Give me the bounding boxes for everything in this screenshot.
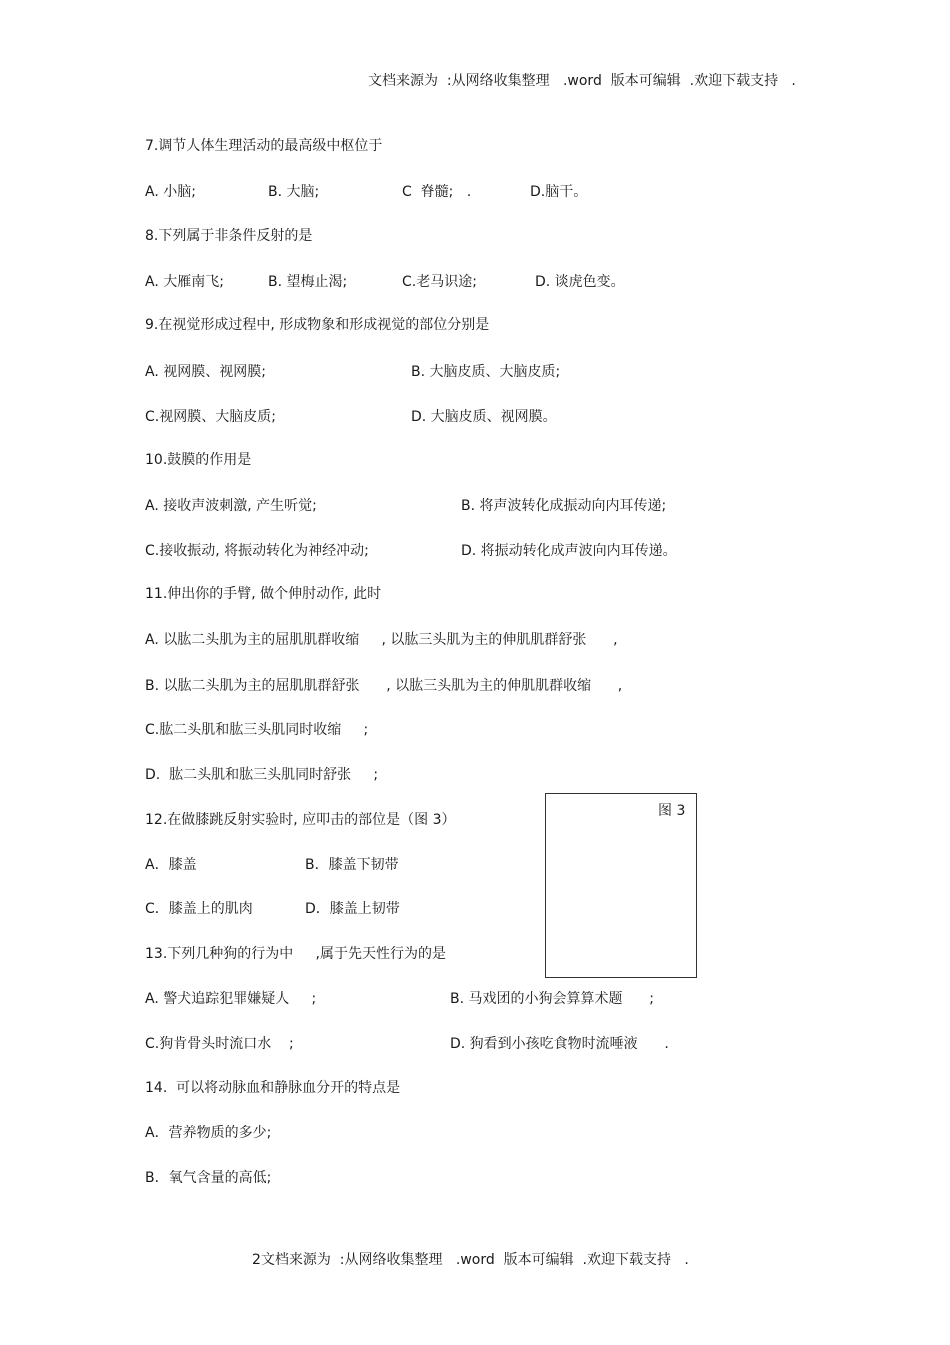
question-10-option-c: C.接收振动, 将振动转化为神经冲动;: [145, 543, 369, 559]
question-9-option-c: C.视网膜、大脑皮质;: [145, 409, 276, 425]
question-11-stem: 11.伸出你的手臂, 做个伸肘动作, 此时: [145, 586, 382, 602]
question-12-option-b: B．膝盖下韧带: [305, 857, 399, 873]
figure-3-frame: [545, 793, 697, 978]
question-7-stem: 7.调节人体生理活动的最高级中枢位于: [145, 138, 383, 154]
question-8-option-b: B. 望梅止渴;: [268, 274, 348, 290]
question-9-option-d: D. 大脑皮质、视网膜。: [411, 409, 557, 425]
question-14-stem: 14. 可以将动脉血和静脉血分开的特点是: [145, 1080, 401, 1096]
question-11-option-c: C.肱二头肌和肱三头肌同时收缩 ;: [145, 722, 369, 738]
figure-3-label: 图 3: [658, 803, 686, 819]
question-14-option-b: B．氧气含量的高低;: [145, 1170, 272, 1186]
question-13-option-b: B. 马戏团的小狗会算算术题 ;: [450, 991, 654, 1007]
question-13-option-d: D. 狗看到小孩吃食物时流唾液 .: [450, 1036, 669, 1052]
question-11-option-d: D. 肱二头肌和肱三头肌同时舒张 ;: [145, 767, 379, 783]
question-10-option-d: D. 将振动转化成声波向内耳传递。: [461, 543, 677, 559]
page-footer: 2文档来源为 :从网络收集整理 .word 版本可编辑 .欢迎下载支持 .: [252, 1252, 689, 1268]
question-13-stem: 13.下列几种狗的行为中 ,属于先天性行为的是: [145, 946, 446, 962]
question-14-option-a: A．营养物质的多少;: [145, 1125, 272, 1141]
question-13-option-c: C.狗肯骨头时流口水 ;: [145, 1036, 294, 1052]
question-12-option-a: A．膝盖: [145, 857, 197, 873]
page-header: 文档来源为 :从网络收集整理 .word 版本可编辑 .欢迎下载支持 .: [368, 73, 796, 89]
question-10-stem: 10.鼓膜的作用是: [145, 452, 252, 468]
question-12-stem: 12.在做膝跳反射实验时, 应叩击的部位是（图 3）: [145, 812, 456, 828]
question-10-option-b: B. 将声波转化成振动向内耳传递;: [461, 498, 667, 514]
question-8-stem: 8.下列属于非条件反射的是: [145, 228, 313, 244]
question-12-option-d: D．膝盖上韧带: [305, 901, 400, 917]
question-7-option-c: C 脊髓; .: [402, 184, 472, 200]
question-9-stem: 9.在视觉形成过程中, 形成物象和形成视觉的部位分别是: [145, 317, 490, 333]
question-8-option-c: C.老马识途;: [402, 274, 477, 290]
question-8-option-d: D. 谈虎色变。: [535, 274, 625, 290]
question-11-option-b: B. 以肱二头肌为主的屈肌肌群舒张 , 以肱三头肌为主的伸肌肌群收缩 ,: [145, 678, 623, 694]
question-7-option-a: A. 小脑;: [145, 184, 196, 200]
question-9-option-b: B. 大脑皮质、大脑皮质;: [411, 364, 561, 380]
question-12-option-c: C．膝盖上的肌肉: [145, 901, 253, 917]
question-11-option-a: A. 以肱二头肌为主的屈肌肌群收缩 , 以肱三头肌为主的伸肌肌群舒张 ,: [145, 632, 618, 648]
question-7-option-b: B. 大脑;: [268, 184, 320, 200]
question-7-option-d: D.脑干。: [530, 184, 588, 200]
question-13-option-a: A. 警犬追踪犯罪嫌疑人 ;: [145, 991, 317, 1007]
question-10-option-a: A. 接收声波刺激, 产生听觉;: [145, 498, 317, 514]
question-9-option-a: A. 视网膜、视网膜;: [145, 364, 266, 380]
question-8-option-a: A. 大雁南飞;: [145, 274, 224, 290]
